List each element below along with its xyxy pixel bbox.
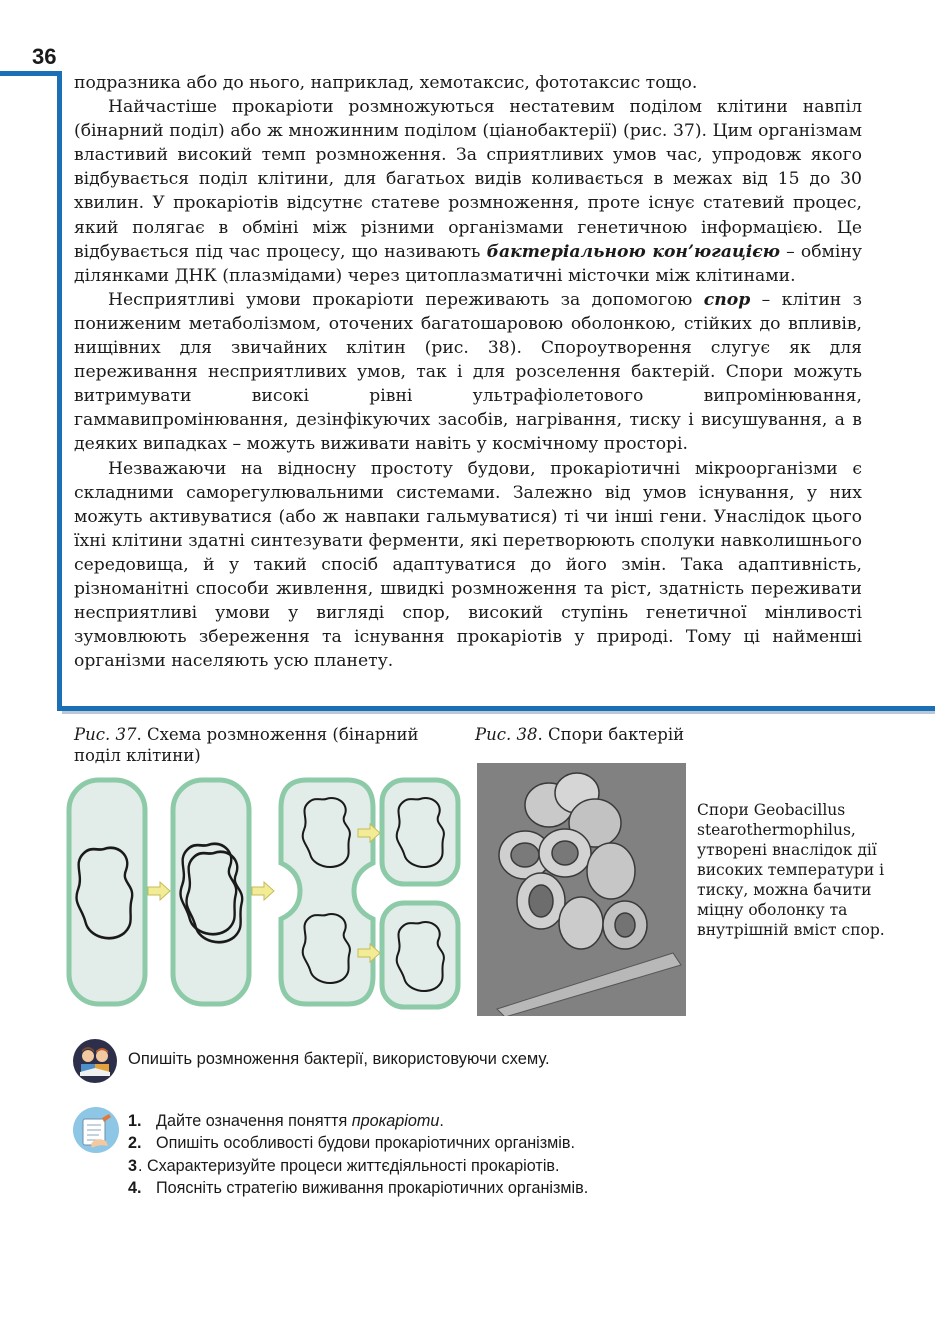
students-icon [72, 1038, 118, 1084]
cell-1 [69, 780, 145, 1004]
question-1-text: Дайте означення поняття [156, 1112, 352, 1130]
paragraph-1: подразника або до нього, наприклад, хемотаксис, фототаксис тощо. [74, 73, 698, 93]
question-3 [128, 1155, 588, 1177]
arrow-1 [148, 882, 170, 900]
paragraph-3 [74, 288, 862, 457]
term-conjugation: бактеріальною кон’югацією [486, 241, 780, 262]
daughter-cell-1 [382, 780, 458, 884]
fig38-description: Спори Geobacillus stearothermophilus, утворені внаслідок дії високих температури і тиску, можна бачити міцну оболонку та внутрішній вміст спор. [697, 801, 885, 939]
accent-bar-top [0, 71, 62, 76]
question-1-term: прокаріоти [351, 1112, 440, 1130]
fig38-label: Рис. 38 [475, 725, 538, 744]
divider-shadow [62, 711, 935, 714]
task-row [72, 1038, 872, 1084]
question-1 [128, 1110, 588, 1132]
paragraph-3-start: Несприятливі умови прокаріоти переживають за допомогою [108, 289, 704, 310]
question-2-text: Опишіть особливості будови прокаріотичних організмів. [156, 1134, 575, 1153]
question-4 [128, 1177, 588, 1199]
paragraph-3-end: – клітин з пониженим метаболізмом, оточених багатошаровою оболонкою, стійких до впливів, нищівних для звичайних клітин (рис. 38). Спороутворення слугує як для переживання несприятливих умов, так і для розселення бактерій. Спори можуть витримувати високі рівні ультрафіолетового випромінювання, гаммавипромінювання, дезінфікуючих засобів, нагрівання, тиску і висушування, а в деяких випадках – можуть виживати навіть у космічному просторі. [74, 289, 863, 455]
question-3-number: 3 [128, 1156, 138, 1175]
fig37-label: Рис. 37 [74, 725, 137, 744]
question-2 [128, 1132, 588, 1154]
notebook-icon [72, 1106, 120, 1154]
task-text: Опишіть розмноження бактерії, використовуючи схему. [128, 1050, 550, 1068]
paragraph-4: Незважаючи на відносну простоту будови, прокаріотичні мікроорганізми є складними саморегулювальними системами. Залежно від умов існування, у них можуть активуватися (або ж навпаки гальмуватися) ті чи інші гени. Унаслідок цього їхні клітини здатні синтезувати ферменти, які перетворюють сполуки навколишнього середовища, й у такий спосіб адаптуватися до його змін. Така адаптивність, різноманітні способи живлення, швидкі розмноження та ріст, здатність переживати несприятливі умови у вигляді спор, високий ступінь генетичної мінливості зумовлюють збереження та існування прокаріотів у природі. Тому ці найменші організми населяють усю планету. [74, 458, 862, 672]
binary-fission-diagram [64, 775, 464, 1011]
accent-bar-left [57, 71, 62, 711]
page-number: 36 [32, 44, 57, 69]
question-4-number: 4. [128, 1178, 142, 1197]
question-3-text: . Схарактеризуйте процеси життєдіяльності прокаріотів. [138, 1156, 560, 1175]
paragraph-2-end: – обміну ділянками ДНК (плазмідами) через цитоплазматичні місточки між клітинами. [74, 241, 862, 286]
fig38-text: . Спори бактерій [537, 725, 685, 744]
question-1-number: 1. [128, 1112, 142, 1130]
fig38-caption [475, 724, 775, 745]
question-2-number: 2. [128, 1134, 142, 1153]
questions-list [128, 1110, 588, 1199]
paragraph-2-text: Найчастіше прокаріоти розмножуються нестатевим поділом клітини навпіл (бінарний поділ) або ж множинним поділом (ціанобактерії) (рис. 37). Цим організмам властивий високий темп розмноження. За сприятливих умов час, упродовж якого відбувається поділ клітини, для багатьох видів коливається в межах від 15 до 30 хвилин. У прокаріотів відсутнє статеве розмноження, проте існує статевий процес, який полягає в обміні між різними організмами генетичною інформацією. Це відбувається під час процесу, що називають [74, 97, 862, 262]
cell-2 [173, 780, 249, 1004]
question-4-text: Поясніть стратегію виживання прокаріотичних організмів. [156, 1178, 589, 1197]
dividing-cell [281, 780, 373, 1004]
main-text [74, 71, 862, 673]
question-1-tail: . [439, 1112, 444, 1130]
paragraph-2 [74, 95, 862, 288]
fig37-text: . Схема розмноження (бінарний поділ клітини) [74, 725, 419, 765]
fig37-caption [74, 724, 444, 766]
arrow-2 [252, 882, 274, 900]
term-spores: спор [703, 289, 751, 310]
spores-micrograph [477, 763, 686, 1016]
